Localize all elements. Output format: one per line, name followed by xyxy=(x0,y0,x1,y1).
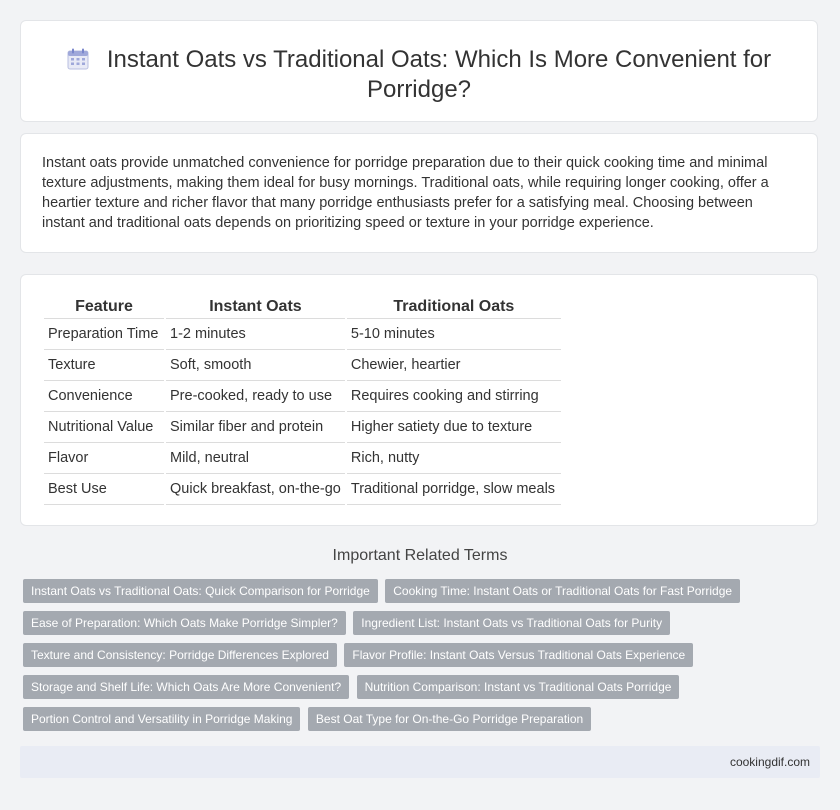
table-cell: Rich, nutty xyxy=(347,443,561,474)
comparison-card xyxy=(20,274,818,526)
related-term-link[interactable]: Storage and Shelf Life: Which Oats Are More Convenient? xyxy=(23,675,349,699)
table-cell: Soft, smooth xyxy=(166,350,345,381)
table-cell: Higher satiety due to texture xyxy=(347,412,561,443)
header-feature: Feature xyxy=(44,295,164,319)
related-term-link[interactable]: Best Oat Type for On-the-Go Porridge Preparation xyxy=(308,707,591,731)
related-term-link[interactable]: Texture and Consistency: Porridge Differences Explored xyxy=(23,643,337,667)
table-header-row xyxy=(44,295,561,319)
related-term-link[interactable]: Flavor Profile: Instant Oats Versus Traditional Oats Experience xyxy=(344,643,693,667)
table-cell: Mild, neutral xyxy=(166,443,345,474)
table-cell: Texture xyxy=(44,350,164,381)
table-cell: Preparation Time xyxy=(44,319,164,350)
table-cell: Flavor xyxy=(44,443,164,474)
related-term-link[interactable]: Ease of Preparation: Which Oats Make Porridge Simpler? xyxy=(23,611,346,635)
table-cell: Quick breakfast, on-the-go xyxy=(166,474,345,505)
table-cell: Chewier, heartier xyxy=(347,350,561,381)
related-terms-list xyxy=(23,579,783,739)
header-instant-oats: Instant Oats xyxy=(166,295,345,319)
related-term-link[interactable]: Cooking Time: Instant Oats or Traditional Oats for Fast Porridge xyxy=(385,579,740,603)
related-term-link[interactable]: Ingredient List: Instant Oats vs Traditional Oats for Purity xyxy=(353,611,670,635)
related-term-link[interactable]: Portion Control and Versatility in Porridge Making xyxy=(23,707,300,731)
table-cell: Best Use xyxy=(44,474,164,505)
footer xyxy=(20,746,820,778)
intro-paragraph: Instant oats provide unmatched convenience for porridge preparation due to their quick cooking time and minimal texture adjustments, making them ideal for busy mornings. Traditional oats, while requiring longer cooking, offer a heartier texture and richer flavor that many porridge enthusiasts prefer for a satisfying meal. Choosing between instant and traditional oats depends on prioritizing speed or texture in your porridge experience. xyxy=(42,155,769,231)
table-row xyxy=(44,412,561,443)
header-traditional-oats: Traditional Oats xyxy=(347,295,561,319)
table-cell: 5-10 minutes xyxy=(347,319,561,350)
table-cell: Traditional porridge, slow meals xyxy=(347,474,561,505)
page-title: Instant Oats vs Traditional Oats: Which Is More Convenient for Porridge? xyxy=(106,46,772,103)
related-term-link[interactable]: Instant Oats vs Traditional Oats: Quick Comparison for Porridge xyxy=(23,579,378,603)
table-cell: Pre-cooked, ready to use xyxy=(166,381,345,412)
related-term-link[interactable]: Nutrition Comparison: Instant vs Traditional Oats Porridge xyxy=(357,675,680,699)
table-row xyxy=(44,381,561,412)
table-cell: Requires cooking and stirring xyxy=(347,381,561,412)
page-title-row xyxy=(21,45,817,105)
comparison-table xyxy=(42,295,563,505)
intro-card xyxy=(20,133,818,253)
footer-site-link[interactable]: cookingdif.com xyxy=(729,755,810,769)
table-row xyxy=(44,443,561,474)
table-row xyxy=(44,350,561,381)
table-row xyxy=(44,474,561,505)
header-card xyxy=(20,20,818,122)
table-row xyxy=(44,319,561,350)
calendar-icon xyxy=(67,48,89,70)
related-terms-title: Important Related Terms xyxy=(332,547,508,564)
table-cell: 1-2 minutes xyxy=(166,319,345,350)
table-cell: Nutritional Value xyxy=(44,412,164,443)
table-cell: Convenience xyxy=(44,381,164,412)
table-cell: Similar fiber and protein xyxy=(166,412,345,443)
